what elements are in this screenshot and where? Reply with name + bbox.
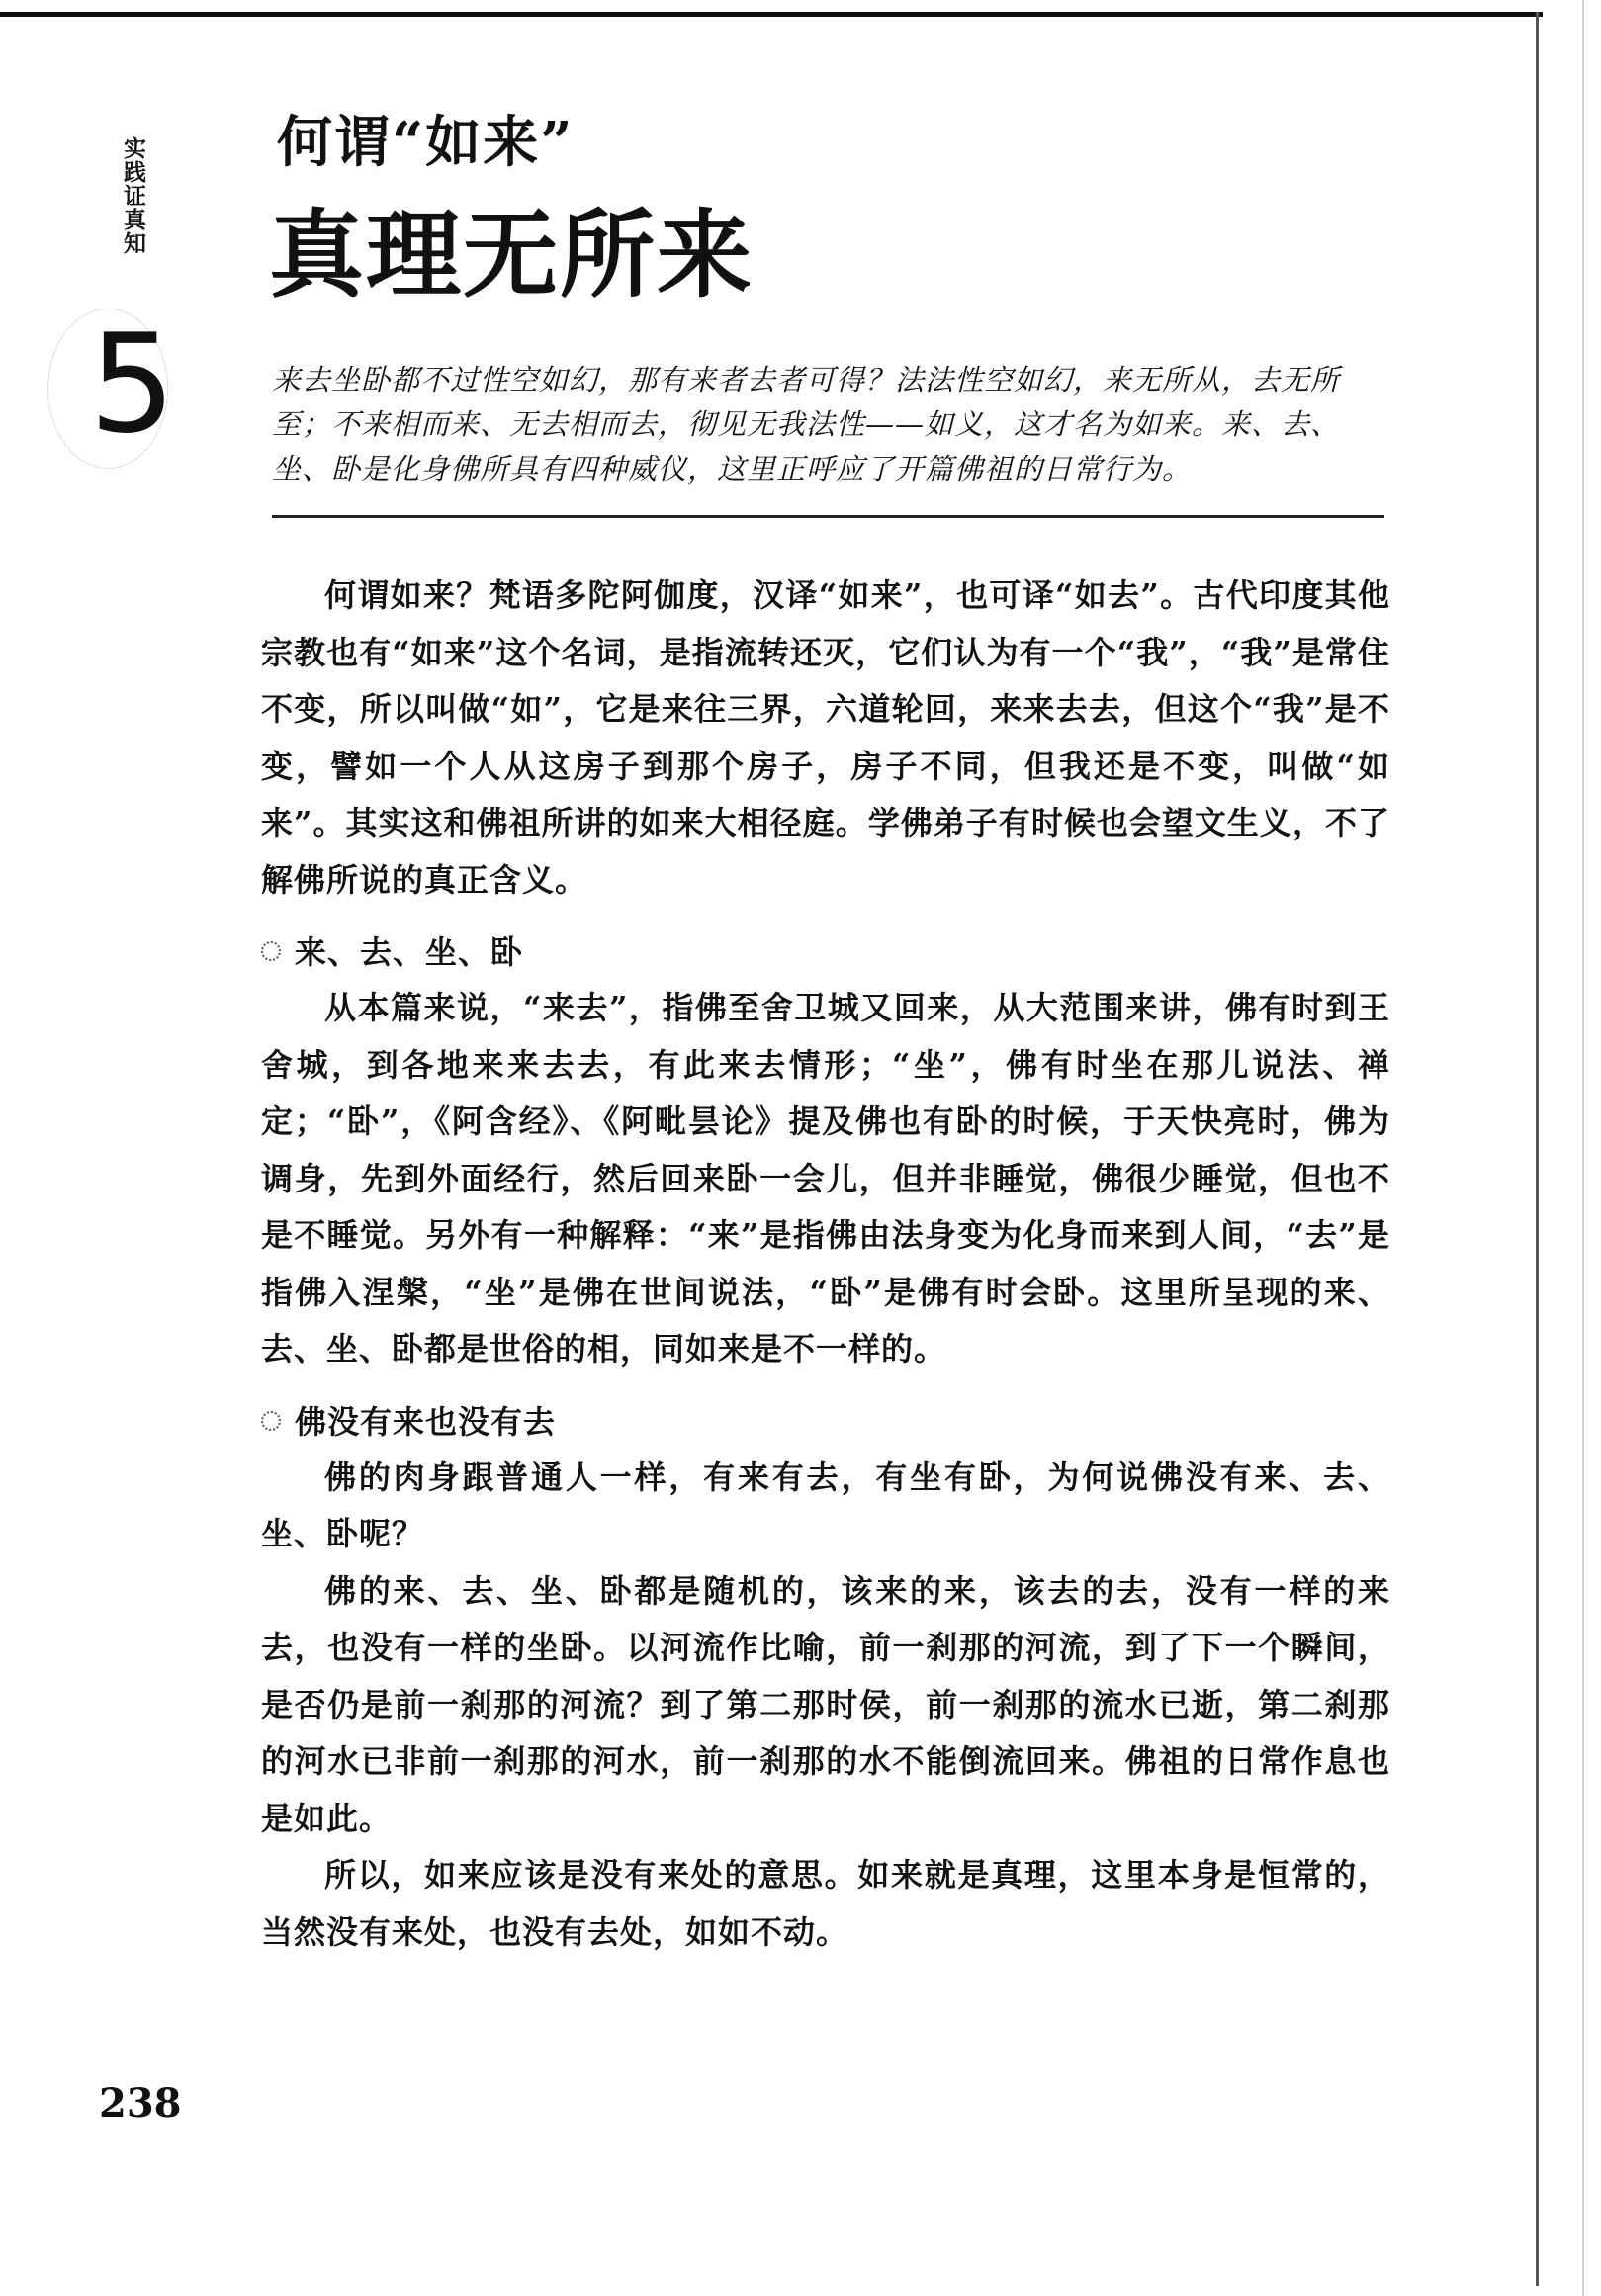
page-title: 真理无所来 — [269, 200, 754, 310]
chapter-abstract: 来去坐卧都不过性空如幻，那有来者去者可得？法法性空如幻，来无所从，去无所至；不来相而来、无去相而去，彻见无我法性——如义，这才名为如来。来、去、坐、卧是化身佛所具有四种威仪，这里正呼应了开篇佛祖的日常行为。 — [272, 363, 1341, 486]
top-rule — [0, 12, 1543, 17]
section-tab-label: 实践证真知 — [120, 136, 145, 255]
body-paragraph: 所以，如来应该是没有来处的意思。如来就是真理，这里本身是恒常的，当然没有来处，也没有去处，如如不动。 — [261, 1856, 1390, 1951]
article-body — [261, 568, 1390, 1961]
abstract-divider — [272, 515, 1384, 518]
section-heading-text: 佛没有来也没有去 — [295, 1402, 557, 1441]
body-paragraph: 佛的来、去、坐、卧都是随机的，该来的来，该去的去，没有一样的来去，也没有一样的坐卧。以河流作比喻，前一刹那的河流，到了下一个瞬间，是否仍是前一刹那的河流？到了第二那时侯，前一刹那的流水已逝，第二刹那的河水已非前一刹那的河水，前一刹那的水不能倒流回来。佛祖的日常作息也是如此。 — [261, 1571, 1390, 1837]
body-paragraph: 佛的肉身跟普通人一样，有来有去，有坐有卧，为何说佛没有来、去、坐、卧呢？ — [261, 1457, 1390, 1552]
page-number: 238 — [99, 2080, 182, 2127]
section-heading — [261, 1396, 1390, 1448]
bullet-icon — [261, 1411, 281, 1431]
section-heading-text: 来、去、坐、卧 — [295, 933, 524, 971]
page-edge — [1582, 0, 1584, 2296]
section-heading — [261, 927, 1390, 978]
page-kicker: 何谓“如来” — [277, 110, 575, 175]
binding-rule — [1536, 12, 1539, 2286]
bullet-icon — [261, 941, 281, 961]
chapter-number: 5 — [89, 305, 176, 464]
intro-paragraph: 何谓如来？梵语多陀阿伽度，汉译“如来”，也可译“如去”。古代印度其他宗教也有“如来”这个名词，是指流转还灭，它们认为有一个“我”，“我”是常住不变，所以叫做“如”，它是来往三界，六道轮回，来来去去，但这个“我”是不变，譬如一个人从这房子到那个房子，房子不同，但我还是不变，叫做“如来”。其实这和佛祖所讲的如来大相径庭。学佛弟子有时候也会望文生义，不了解佛所说的真正含义。 — [261, 576, 1390, 899]
body-paragraph: 从本篇来说，“来去”，指佛至舍卫城又回来，从大范围来讲，佛有时到王舍城，到各地来来去去，有此来去情形；“坐”，佛有时坐在那儿说法、禅定；“卧”，《阿含经》、《阿毗昙论》提及佛也有卧的时候，于天快亮时，佛为调身，先到外面经行，然后回来卧一会儿，但并非睡觉，佛很少睡觉，但也不是不睡觉。另外有一种解释：“来”是指佛由法身变为化身而来到人间，“去”是指佛入涅槃，“坐”是佛在世间说法，“卧”是佛有时会卧。这里所呈现的来、去、坐、卧都是世俗的相，同如来是不一样的。 — [261, 989, 1390, 1368]
